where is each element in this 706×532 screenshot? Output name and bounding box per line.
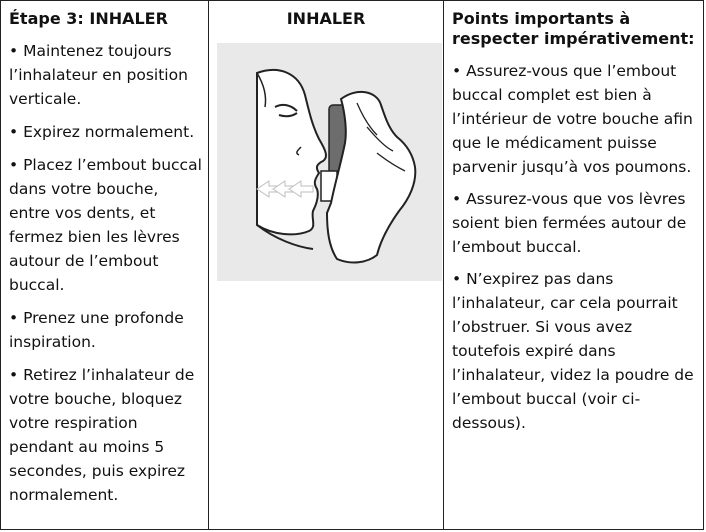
step-title bbox=[9, 9, 202, 29]
step-number: Étape 3 bbox=[9, 9, 78, 28]
important-bullet-1: • Assurez-vous que l’embout buccal complet est bien à l’intérieur de votre bouche afin que le médicament puisse parvenir jusqu’à vos poumons. bbox=[452, 62, 693, 176]
step-bullet-3: • Placez l’embout buccal dans votre bouche, entre vos dents, et fermez bien les lèvres autour de l’embout buccal. bbox=[9, 156, 202, 294]
important-points-title: Points importants à respecter impérativement: bbox=[452, 9, 695, 48]
step-bullet-1: • Maintenez toujours l’inhalateur en position verticale. bbox=[9, 42, 188, 108]
step-action: : INHALER bbox=[77, 9, 168, 28]
step-bullet-2: • Expirez normalement. bbox=[9, 123, 195, 141]
step-bullet-5: • Retirez l’inhalateur de votre bouche, bloquez votre respiration pendant au moins 5 secondes, puis expirez normalement. bbox=[9, 366, 195, 504]
step-bullet-4: • Prenez une profonde inspiration. bbox=[9, 309, 184, 351]
important-points-column bbox=[444, 1, 703, 529]
important-bullet-2: • Assurez-vous que vos lèvres soient bien fermées autour de l’embout buccal. bbox=[452, 190, 687, 256]
step-column bbox=[1, 1, 209, 529]
important-bullet-3: • N’expirez pas dans l’inhalateur, car cela pourrait l’obstruer. Si vous avez toutefois expiré dans l’inhalateur, videz la poudre de l’embout buccal (voir ci-dessous). bbox=[452, 270, 694, 432]
inhaling-illustration bbox=[217, 43, 442, 281]
illustration-column bbox=[209, 1, 444, 529]
illustration-title: INHALER bbox=[286, 9, 366, 28]
